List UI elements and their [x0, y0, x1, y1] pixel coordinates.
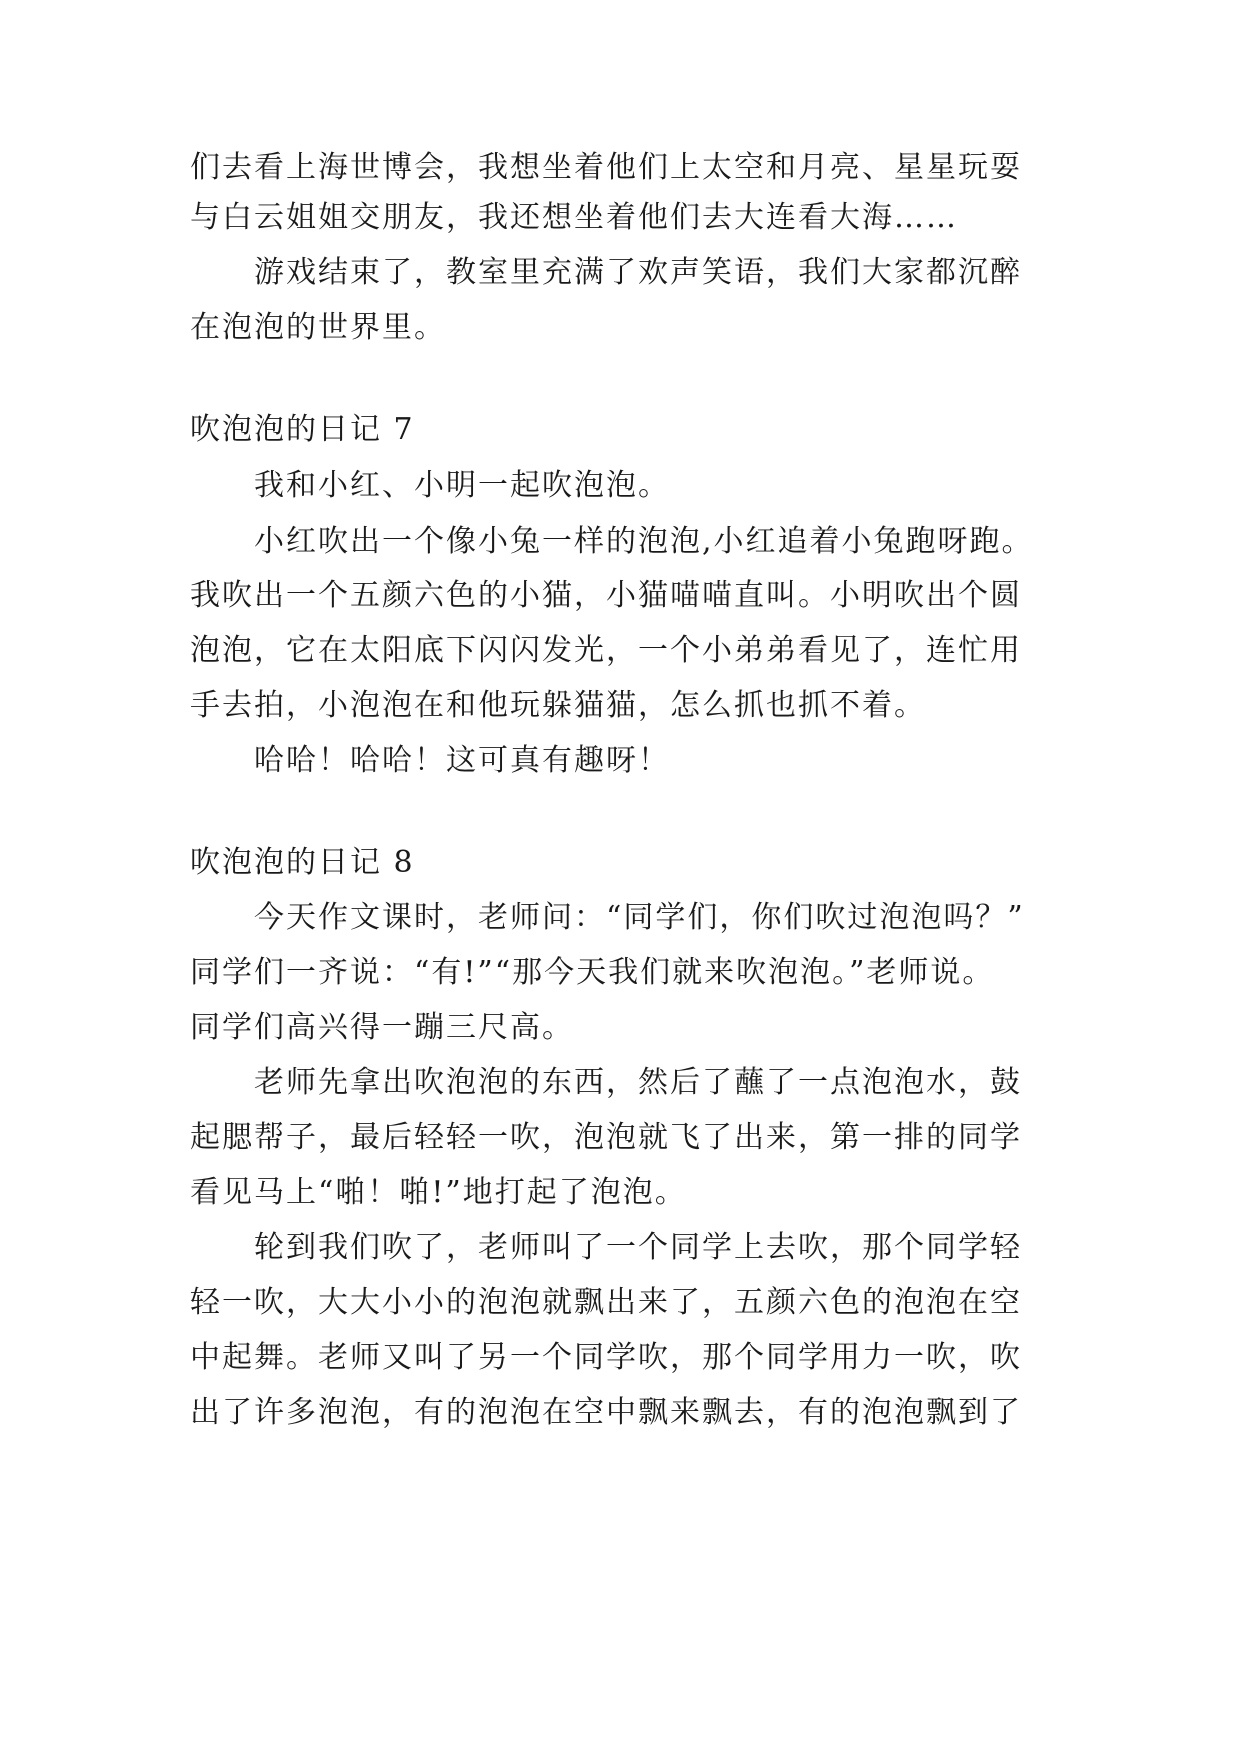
section-heading: 吹泡泡的日记 7 — [190, 412, 415, 447]
paragraph-line: 我和小红、小明一起吹泡泡。 — [254, 468, 670, 503]
paragraph-line: 我吹出一个五颜六色的小猫，小猫喵喵直叫。小明吹出个圆 — [190, 578, 1022, 613]
paragraph-line: 小红吹出一个像小兔一样的泡泡,小红追着小兔跑呀跑。 — [254, 524, 1034, 559]
paragraph-line: 中起舞。老师又叫了另一个同学吹，那个同学用力一吹，吹 — [190, 1340, 1022, 1375]
paragraph-line: 游戏结束了，教室里充满了欢声笑语，我们大家都沉醉 — [254, 255, 1022, 290]
paragraph-line: 出了许多泡泡，有的泡泡在空中飘来飘去，有的泡泡飘到了 — [190, 1395, 1022, 1430]
paragraph-line: 手去拍，小泡泡在和他玩躲猫猫，怎么抓也抓不着。 — [190, 688, 926, 723]
paragraph-line: 今天作文课时，老师问：“同学们，你们吹过泡泡吗？” — [254, 900, 1025, 935]
section-heading: 吹泡泡的日记 8 — [190, 845, 415, 880]
paragraph-line: 起腮帮子，最后轻轻一吹，泡泡就飞了出来，第一排的同学 — [190, 1120, 1022, 1155]
paragraph-line: 在泡泡的世界里。 — [190, 310, 446, 345]
paragraph-line: 与白云姐姐交朋友，我还想坐着他们去大连看大海…… — [190, 200, 958, 235]
paragraph-line: 同学们高兴得一蹦三尺高。 — [190, 1010, 574, 1045]
paragraph-line: 看见马上“啪！啪!”地打起了泡泡。 — [190, 1175, 687, 1210]
paragraph-line: 老师先拿出吹泡泡的东西，然后了蘸了一点泡泡水，鼓 — [254, 1065, 1022, 1100]
paragraph-line: 们去看上海世博会，我想坐着他们上太空和月亮、星星玩耍 — [190, 150, 1022, 185]
paragraph-line: 轮到我们吹了，老师叫了一个同学上去吹，那个同学轻 — [254, 1230, 1022, 1265]
paragraph-line: 同学们一齐说：“有!”“那今天我们就来吹泡泡。”老师说。 — [190, 955, 995, 990]
paragraph-line: 哈哈！哈哈！这可真有趣呀！ — [254, 743, 670, 778]
paragraph-line: 轻一吹，大大小小的泡泡就飘出来了，五颜六色的泡泡在空 — [190, 1285, 1022, 1320]
paragraph-line: 泡泡，它在太阳底下闪闪发光，一个小弟弟看见了，连忙用 — [190, 633, 1022, 668]
